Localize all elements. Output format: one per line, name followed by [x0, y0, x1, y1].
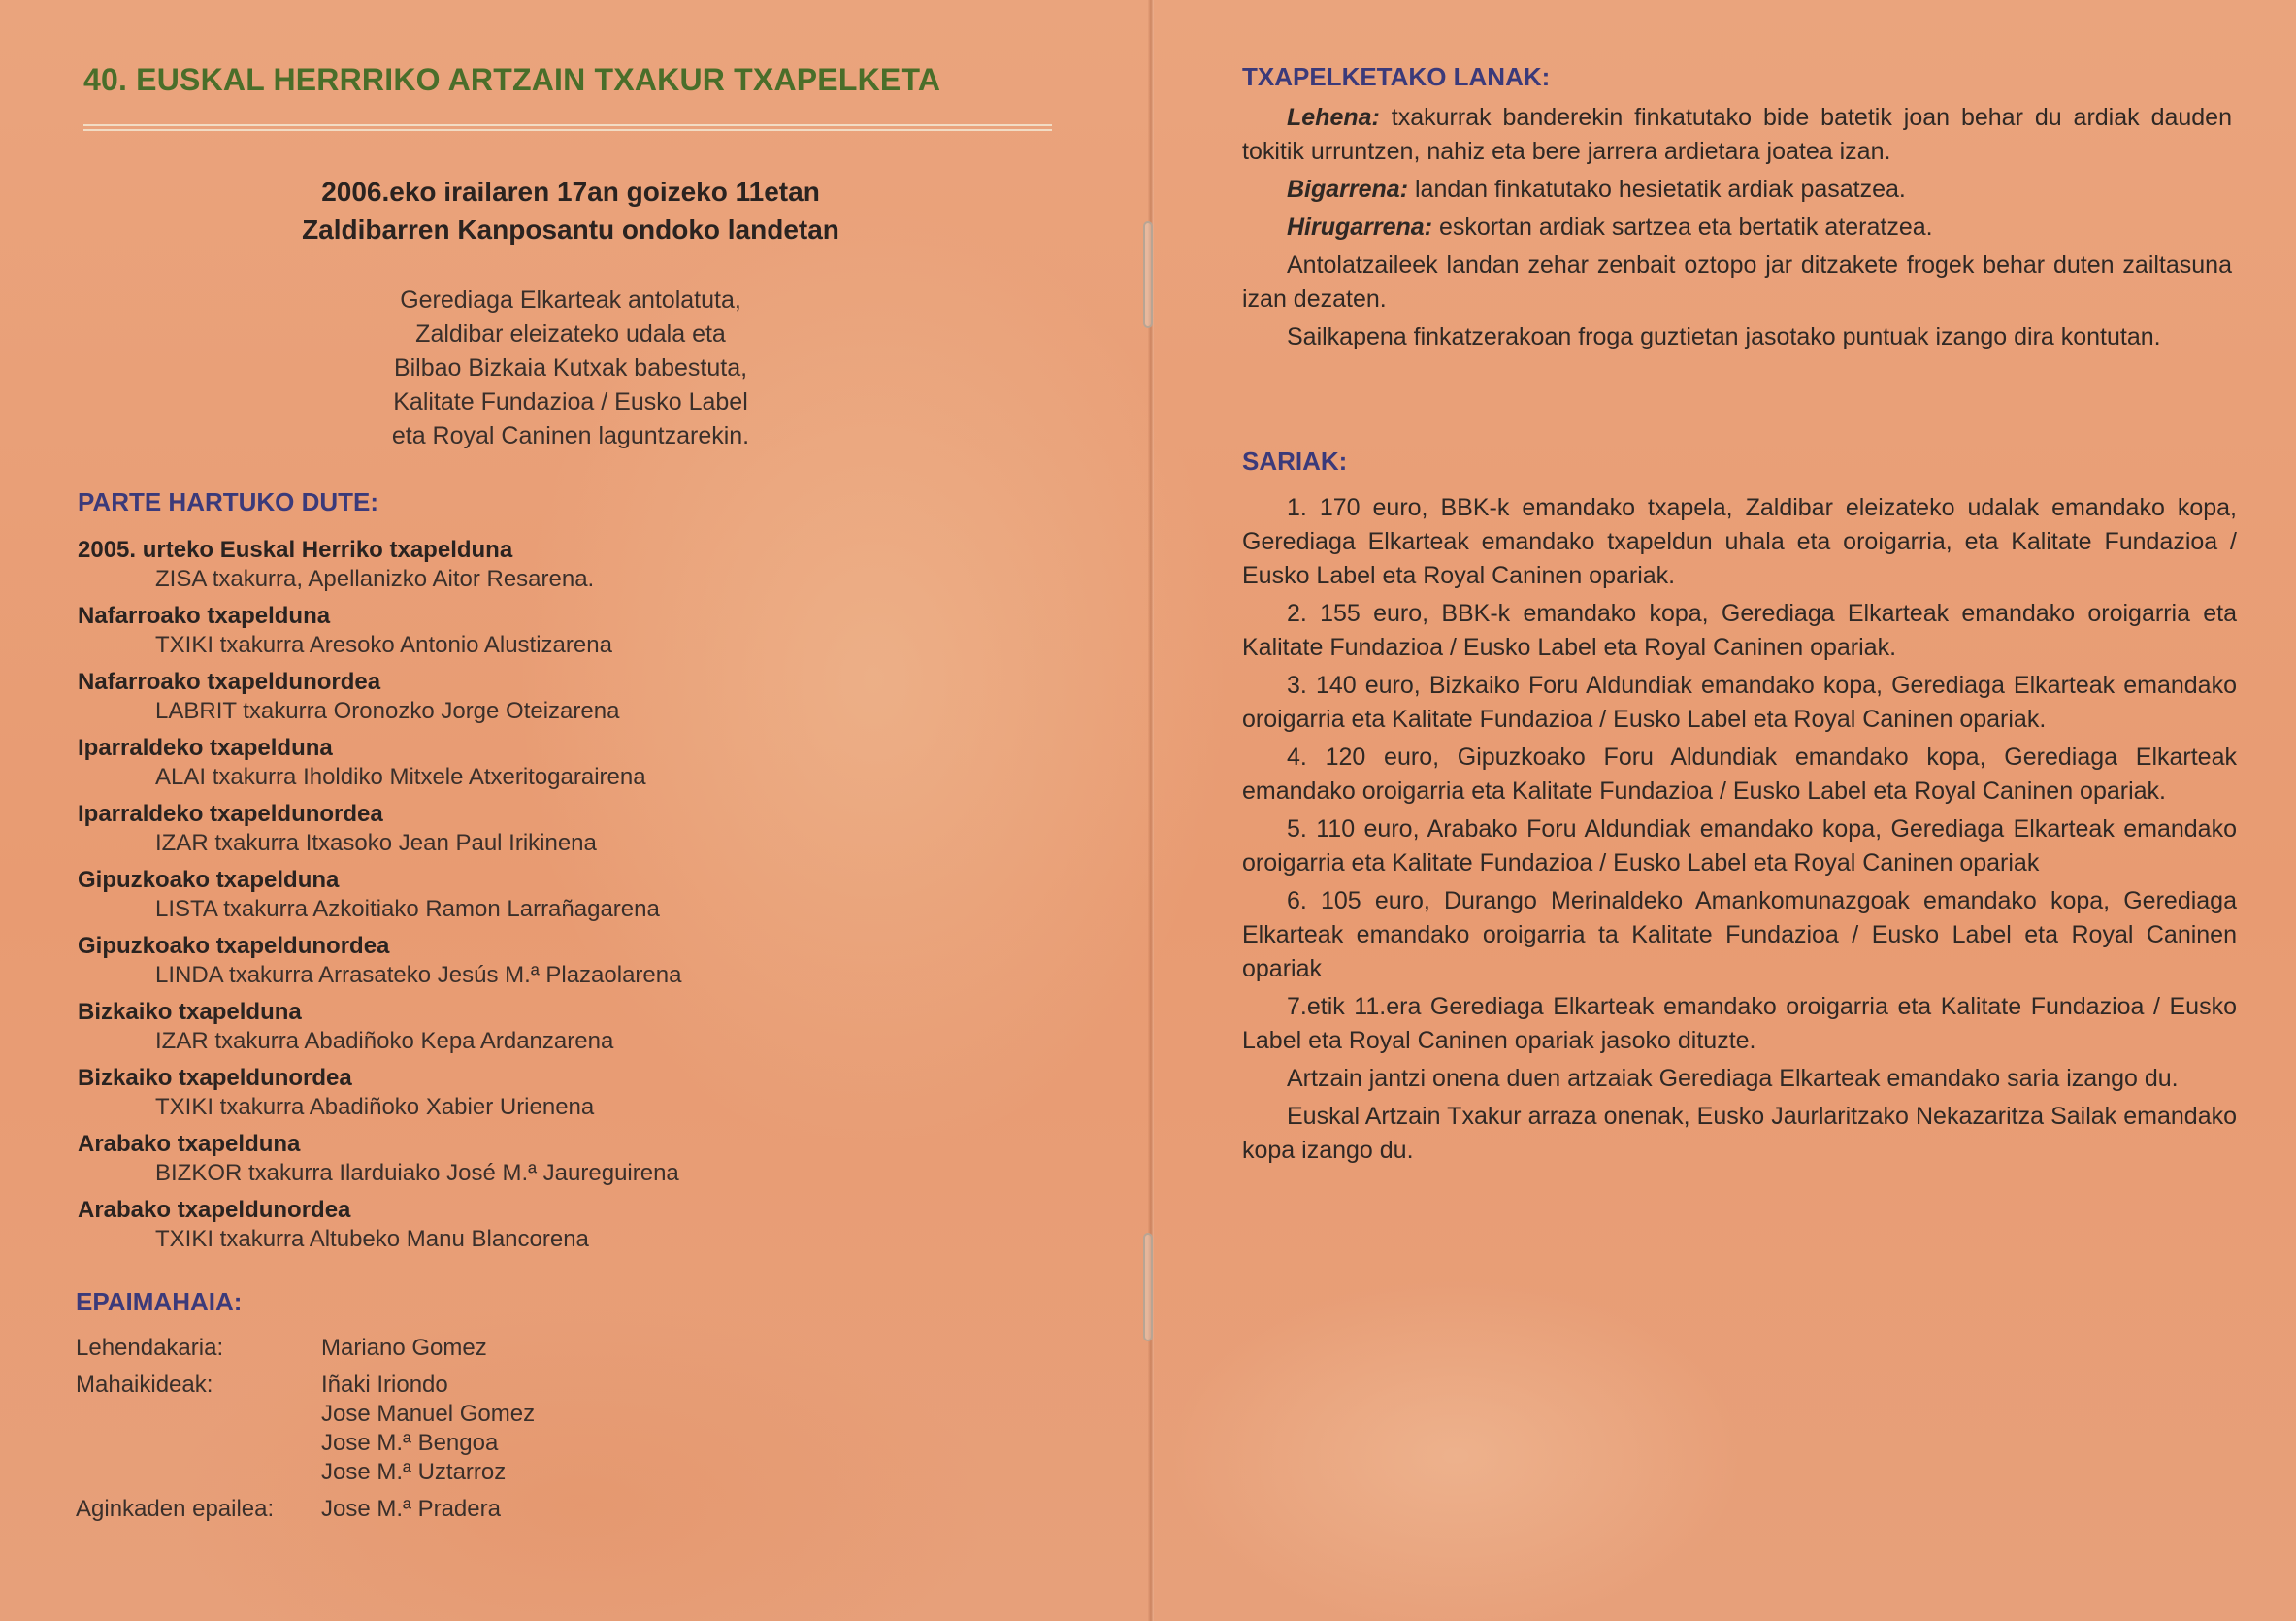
prize-paragraph: 4. 120 euro, Gipuzkoako Foru Aldundiak emandako kopa, Gerediaga Elkarteak emandako oroigarria eta Kalitate Fundazioa / Eusko Label eta Royal Caninen opariak.: [1242, 744, 2237, 805]
tasks-list: [1242, 101, 2232, 358]
list-item: [78, 602, 1048, 660]
event-date-line: 2006.eko irailaren 17an goizeko 11etan: [321, 177, 820, 207]
task-lead: Bigarrena:: [1287, 176, 1409, 203]
task-text: Antolatzaileek landan zehar zenbait oztopo jar ditzakete frogek behar duten zailtasuna izan dezaten.: [1242, 251, 2232, 313]
jury-name: Jose M.ª Uztarroz: [321, 1459, 507, 1485]
event-location-line: Zaldibarren Kanposantu ondoko landetan: [302, 215, 839, 245]
participant-desc: IZAR txakurra Abadiñoko Kepa Ardanzarena: [155, 1028, 614, 1054]
participant-desc: BIZKOR txakurra Ilarduiako José M.ª Jaureguirena: [155, 1160, 679, 1186]
participant-title: 2005. urteko Euskal Herriko txapelduna: [78, 537, 513, 563]
list-item: [78, 734, 1048, 792]
participant-desc: LISTA txakurra Azkoitiako Ramon Larrañagarena: [155, 896, 660, 922]
jury-label: Aginkaden epailea:: [76, 1496, 275, 1522]
jury-row-president: [76, 1334, 852, 1363]
task-text: Sailkapena finkatzerakoan froga guztietan jasotako puntuak izango dira kontutan.: [1287, 323, 2161, 350]
participant-title: Bizkaiko txapelduna: [78, 999, 302, 1025]
participant-desc: LABRIT txakurra Oronozko Jorge Oteizarena: [155, 698, 620, 724]
participant-title: Bizkaiko txapeldunordea: [78, 1065, 352, 1091]
participants-list: [78, 536, 1048, 1262]
participant-desc: TXIKI txakurra Aresoko Antonio Alustizarena: [155, 632, 612, 658]
prize-paragraph: 6. 105 euro, Durango Merinaldeko Amankomunazgoak emandako kopa, Gerediaga Elkarteak emandako oroigarria ta Kalitate Fundazioa / Eusko Label eta Royal Caninen opariak: [1242, 887, 2237, 982]
participant-desc: TXIKI txakurra Altubeko Manu Blancorena: [155, 1226, 589, 1252]
list-item: [78, 998, 1048, 1056]
prizes-heading: SARIAK:: [1242, 447, 1348, 476]
task-text: txakurrak banderekin finkatutako bide batetik joan behar du ardiak dauden tokitik urruntzen, nahiz eta bere jarrera ardietara joatea izan.: [1242, 104, 2232, 165]
task-paragraph: [1242, 101, 2232, 169]
organizer-line: Kalitate Fundazioa / Eusko Label: [393, 388, 748, 415]
participant-title: Iparraldeko txapelduna: [78, 735, 333, 761]
list-item: [78, 932, 1048, 990]
prize-paragraph: Artzain jantzi onena duen artzaiak Gerediaga Elkarteak emandako saria izango du.: [1287, 1065, 2179, 1092]
jury-name: Mariano Gomez: [321, 1335, 487, 1361]
staple-top: [1143, 221, 1153, 328]
event-date: [76, 173, 1066, 248]
jury-names: [321, 1334, 487, 1363]
task-paragraph: [1242, 320, 2232, 354]
jury-name: Iñaki Iriondo: [321, 1372, 448, 1398]
left-page: [76, 0, 1066, 1621]
jury-names: [321, 1495, 501, 1524]
participant-title: Iparraldeko txapeldunordea: [78, 801, 383, 827]
participant-title: Arabako txapeldunordea: [78, 1197, 351, 1223]
participant-title: Nafarroako txapeldunordea: [78, 669, 381, 695]
participants-heading: PARTE HARTUKO DUTE:: [78, 487, 379, 516]
jury-label: Mahaikideak:: [76, 1372, 213, 1398]
prize-paragraph: 1. 170 euro, BBK-k emandako txapela, Zaldibar eleizateko udalak emandako kopa, Gerediaga Elkarteak emandako txapeldun uhala eta oroigarria, eta Kalitate Fundazioa / Eusko Label eta Royal Caninen opariak.: [1242, 494, 2237, 589]
task-paragraph: [1242, 173, 2232, 207]
list-item: [78, 1064, 1048, 1122]
task-text: eskortan ardiak sartzea eta bertatik ateratzea.: [1432, 214, 1933, 241]
jury-label: Lehendakaria:: [76, 1335, 224, 1361]
prizes-list: [1242, 491, 2237, 1172]
task-paragraph: [1242, 248, 2232, 316]
jury-name: Jose M.ª Pradera: [321, 1496, 501, 1522]
task-lead: Hirugarrena:: [1287, 214, 1433, 241]
jury-names: [321, 1371, 535, 1487]
tasks-heading: TXAPELKETAKO LANAK:: [1242, 62, 1551, 91]
prize-paragraph: 5. 110 euro, Arabako Foru Aldundiak emandako kopa, Gerediaga Elkarteak emandako oroigarria eta Kalitate Fundazioa / Eusko Label eta Royal Caninen opariak: [1242, 815, 2237, 877]
participant-desc: TXIKI txakurra Abadiñoko Xabier Urienena: [155, 1094, 595, 1120]
participant-title: Nafarroako txapelduna: [78, 603, 331, 629]
participant-title: Arabako txapelduna: [78, 1131, 301, 1157]
list-item: [78, 866, 1048, 924]
participant-title: Gipuzkoako txapeldunordea: [78, 933, 390, 959]
list-item: [78, 536, 1048, 594]
jury-name: Jose Manuel Gomez: [321, 1401, 536, 1427]
task-paragraph: [1242, 211, 2232, 245]
organizer-line: Bilbao Bizkaia Kutxak babestuta,: [393, 354, 748, 381]
organizers-block: [76, 283, 1066, 453]
prize-paragraph: 7.etik 11.era Gerediaga Elkarteak emandako oroigarria eta Kalitate Fundazioa / Eusko Label eta Royal Caninen opariak jasoko dituzte.: [1242, 993, 2237, 1054]
jury-block: [76, 1334, 852, 1524]
list-item: [78, 1130, 1048, 1188]
organizer-line: Zaldibar eleizateko udala eta: [415, 320, 726, 347]
prize-paragraph: 3. 140 euro, Bizkaiko Foru Aldundiak emandako kopa, Gerediaga Elkarteak emandako oroigarria eta Kalitate Fundazioa / Eusko Label eta Royal Caninen opariak.: [1242, 672, 2237, 733]
participant-desc: ZISA txakurra, Apellanizko Aitor Resarena.: [155, 566, 595, 592]
prize-paragraph: Euskal Artzain Txakur arraza onenak, Eusko Jaurlaritzako Nekazaritza Sailak emandako kopa izango du.: [1242, 1103, 2237, 1164]
participant-desc: IZAR txakurra Itxasoko Jean Paul Irikinena: [155, 830, 597, 856]
participant-desc: ALAI txakurra Iholdiko Mitxele Atxeritogarairena: [155, 764, 646, 790]
staple-bottom: [1143, 1233, 1153, 1341]
title-divider: [83, 124, 1052, 131]
jury-row-judge: [76, 1495, 852, 1524]
jury-name: Jose M.ª Bengoa: [321, 1430, 499, 1456]
jury-heading: EPAIMAHAIA:: [76, 1287, 243, 1316]
page-title: 40. EUSKAL HERRRIKO ARTZAIN TXAKUR TXAPELKETA: [83, 62, 941, 97]
organizer-line: eta Royal Caninen laguntzarekin.: [391, 422, 750, 449]
list-item: [78, 1196, 1048, 1254]
prize-paragraph: 2. 155 euro, BBK-k emandako kopa, Gerediaga Elkarteak emandako oroigarria eta Kalitate Fundazioa / Eusko Label eta Royal Caninen opariak.: [1242, 600, 2237, 661]
participant-title: Gipuzkoako txapelduna: [78, 867, 340, 893]
list-item: [78, 668, 1048, 726]
organizer-line: Gerediaga Elkarteak antolatuta,: [400, 286, 741, 314]
right-page: [1242, 0, 2237, 1621]
list-item: [78, 800, 1048, 858]
task-text: landan finkatutako hesietatik ardiak pasatzea.: [1408, 176, 1906, 203]
jury-row-members: [76, 1371, 852, 1487]
participant-desc: LINDA txakurra Arrasateko Jesús M.ª Plazaolarena: [155, 962, 682, 988]
task-lead: Lehena:: [1287, 104, 1380, 131]
